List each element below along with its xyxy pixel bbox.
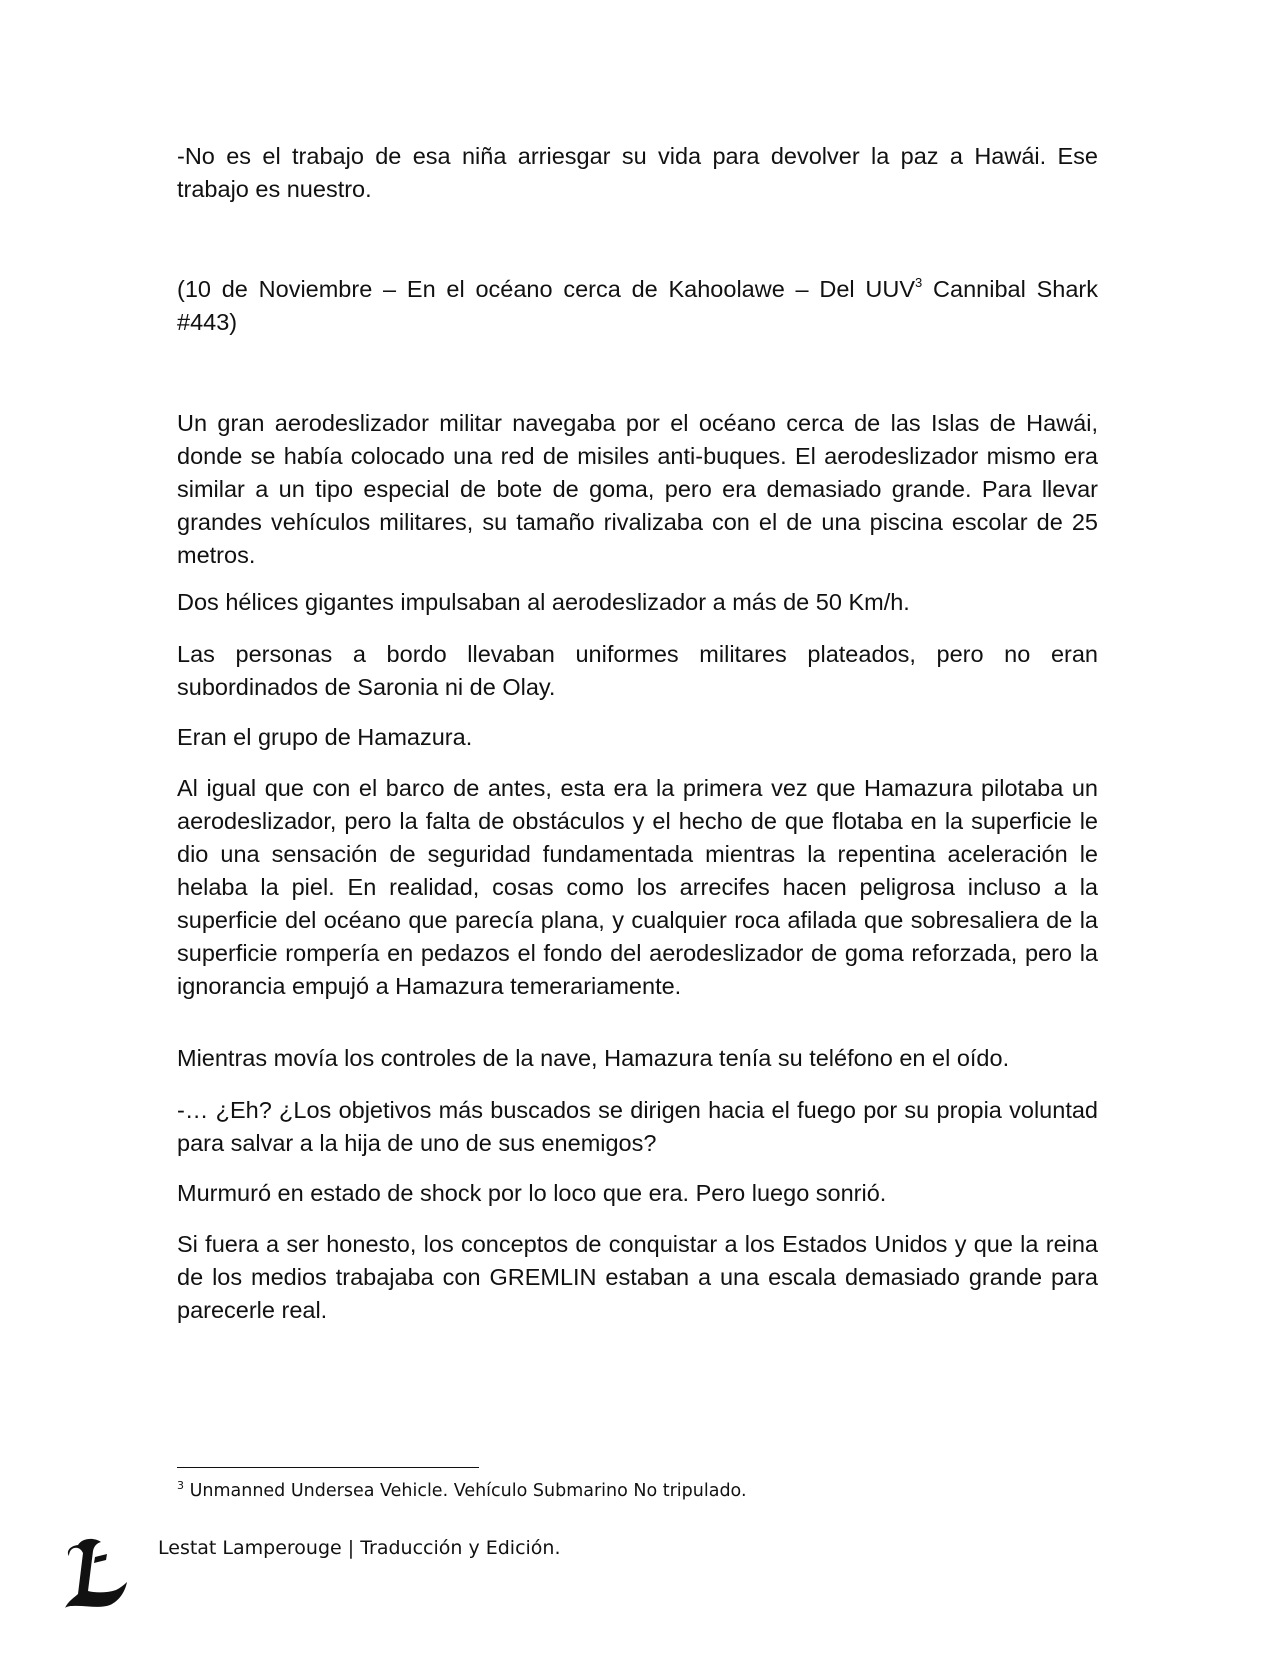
scene-heading-text: (10 de Noviembre – En el océano cerca de Kahoolawe – Del UUV (177, 276, 916, 302)
paragraph-dialogue-1: -No es el trabajo de esa niña arriesgar su vida para devolver la paz a Hawái. Ese trabajo es nuestro. (177, 143, 1098, 202)
paragraph-9: Murmuró en estado de shock por lo loco que era. Pero luego sonrió. (177, 1180, 887, 1206)
gothic-letter-l-logo-icon (64, 1535, 130, 1609)
paragraph-3: Dos hélices gigantes impulsaban al aerodeslizador a más de 50 Km/h. (177, 589, 910, 615)
paragraph-10: Si fuera a ser honesto, los conceptos de conquistar a los Estados Unidos y que la reina de los medios trabajaba con GREMLIN estaban a una escala demasiado grande para parecerle real. (177, 1231, 1098, 1323)
scene-heading (177, 273, 1098, 339)
scene-heading-text-end: Cannibal Shark #443) (177, 276, 1098, 335)
footnote-reference: 3 (915, 275, 923, 290)
paragraph-7: Mientras movía los controles de la nave, Hamazura tenía su teléfono en el oído. (177, 1045, 1010, 1071)
footnote-text: Unmanned Undersea Vehicle. Vehículo Submarino No tripulado. (184, 1481, 747, 1501)
paragraph-2: Un gran aerodeslizador militar navegaba por el océano cerca de las Islas de Hawái, donde se había colocado una red de misiles anti-buques. El aerodeslizador mismo era similar a un tipo especial de bote de goma, pero era demasiado grande. Para llevar grandes vehículos militares, su tamaño rivalizaba con el de una piscina escolar de 25 metros. (177, 410, 1098, 568)
paragraph-dialogue-8: -… ¿Eh? ¿Los objetivos más buscados se dirigen hacia el fuego por su propia voluntad para salvar a la hija de uno de sus enemigos? (177, 1097, 1098, 1156)
paragraph-4: Las personas a bordo llevaban uniformes militares plateados, pero no eran subordinados de Saronia ni de Olay. (177, 641, 1098, 700)
paragraph-6: Al igual que con el barco de antes, esta era la primera vez que Hamazura pilotaba un aerodeslizador, pero la falta de obstáculos y el hecho de que flotaba en la superficie le dio una sensación de seguridad fundamentada mientras la repentina aceleración le helaba la piel. En realidad, cosas como los arrecifes hacen peligrosa incluso a la superficie del océano que parecía plana, y cualquier roca afilada que sobresaliera de la superficie rompería en pedazos el fondo del aerodeslizador de goma reforzada, pero la ignorancia empujó a Hamazura temerariamente. (177, 775, 1098, 999)
footnote-separator (177, 1467, 479, 1468)
paragraph-5: Eran el grupo de Hamazura. (177, 724, 473, 750)
footnote (177, 1480, 747, 1502)
footer-credit: Lestat Lamperouge | Traducción y Edición. (158, 1537, 561, 1559)
footnote-number: 3 (177, 1479, 184, 1492)
